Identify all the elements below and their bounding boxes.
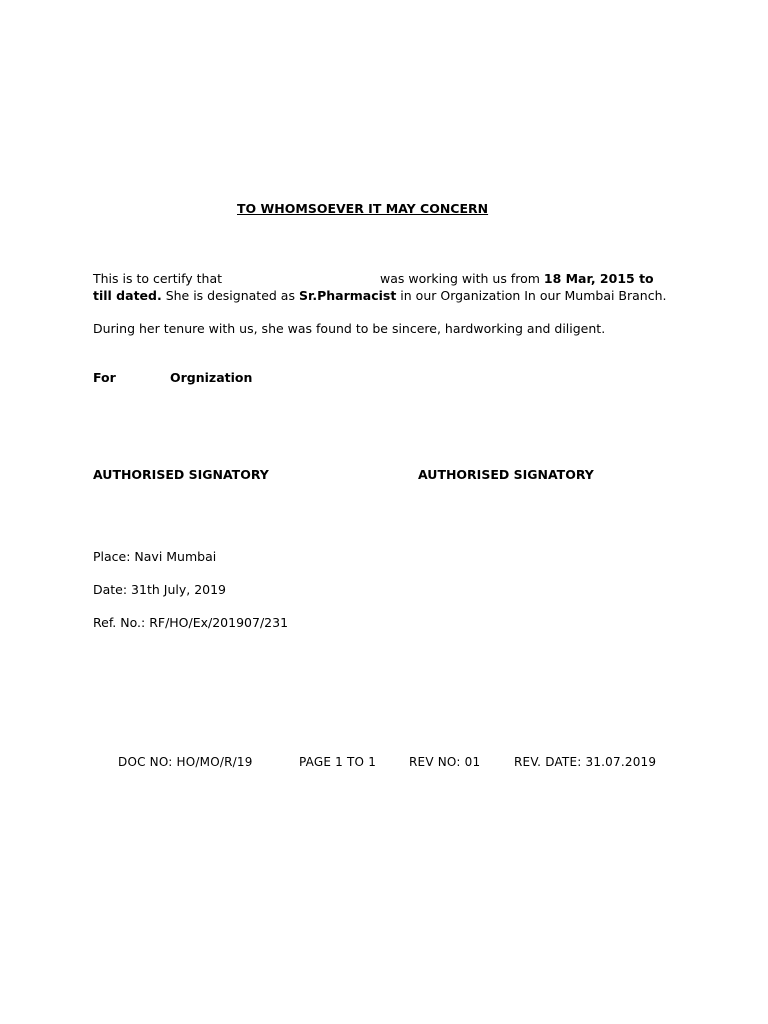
footer-page: PAGE 1 TO 1 [299, 755, 377, 769]
footer-rev-no: REV NO: 01 [409, 755, 481, 769]
designation: Sr.Pharmacist [298, 288, 397, 303]
organization-text: in our Organization In our Mumbai Branch. [396, 288, 667, 303]
organization-label: Orgnization [170, 370, 253, 385]
working-text: was working with us from [379, 271, 544, 286]
footer-rev-date: REV. DATE: 31.07.2019 [514, 755, 657, 769]
employment-dates: 18 Mar, 2015 to till dated. [93, 271, 654, 303]
date-line: Date: 31th July, 2019 [93, 582, 227, 597]
document-title: TO WHOMSOEVER IT MAY CONCERN [237, 201, 489, 216]
signatory-right: AUTHORISED SIGNATORY [418, 467, 594, 482]
reference-number: Ref. No.: RF/HO/Ex/201907/231 [93, 615, 289, 630]
certify-text: This is to certify that [93, 271, 223, 286]
signatory-left: AUTHORISED SIGNATORY [93, 467, 269, 482]
footer-doc-no: DOC NO: HO/MO/R/19 [118, 755, 253, 769]
for-label: For [93, 370, 116, 385]
place-line: Place: Navi Mumbai [93, 549, 217, 564]
certification-paragraph [93, 270, 676, 304]
tenure-paragraph: During her tenure with us, she was found to be sincere, hardworking and diligent. [93, 321, 606, 336]
designated-text: She is designated as [161, 288, 299, 303]
